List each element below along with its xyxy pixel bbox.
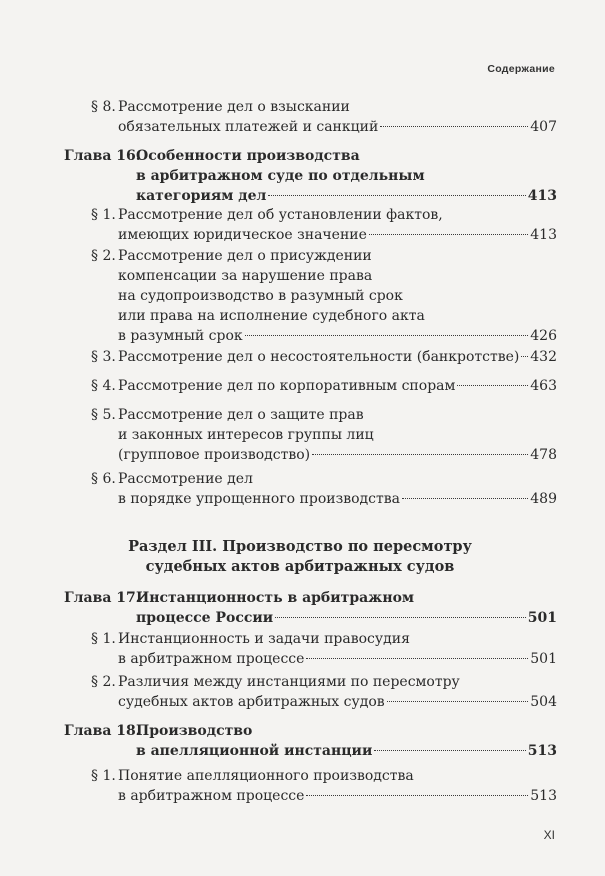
chapter-title-line: процессе России: [136, 610, 274, 626]
page-number: 413: [527, 188, 557, 204]
toc-ch16-section-6[interactable]: [91, 469, 557, 509]
dot-leader: [275, 617, 526, 618]
dot-leader: [387, 701, 529, 702]
page-number: 513: [527, 743, 557, 759]
chapter-title-line: в арбитражном суде по отдельным: [136, 168, 425, 184]
dot-leader: [369, 234, 528, 235]
section-number: § 6.: [91, 471, 116, 487]
section-title-line: Рассмотрение дел о защите прав: [118, 407, 364, 423]
toc-ch16-section-3[interactable]: [91, 347, 557, 367]
section-title-line: (групповое производство): [118, 447, 311, 463]
section-title-line: Рассмотрение дел о присуждении: [118, 248, 372, 264]
page-folio: XI: [543, 828, 555, 842]
chapter-title-line: в апелляционной инстанции: [136, 743, 373, 759]
chapter-number: Глава 17.: [64, 590, 141, 606]
dot-leader: [457, 385, 528, 386]
section-title-line: Рассмотрение дел об установлении фактов,: [118, 207, 443, 223]
section-number: § 1.: [91, 631, 116, 647]
page-number: 504: [530, 694, 557, 710]
chapter-title-line: категориям дел: [136, 188, 267, 204]
dot-leader: [312, 454, 528, 455]
toc-ch17-section-2[interactable]: [91, 672, 557, 712]
section-title-line: Рассмотрение дел о взыскании: [118, 99, 350, 115]
toc-ch17-section-1[interactable]: [91, 629, 557, 669]
toc-ch16-section-2[interactable]: [91, 246, 557, 346]
toc-chapter-16[interactable]: [64, 146, 557, 206]
section-title-line: Рассмотрение дел по корпоративным спорам: [118, 378, 456, 394]
dot-leader: [402, 498, 528, 499]
part-heading-line: Раздел III. Производство по пересмотру: [128, 538, 472, 555]
dot-leader: [380, 126, 528, 127]
part-heading[interactable]: [120, 537, 480, 577]
running-head: Содержание: [487, 63, 555, 75]
chapter-number: Глава 18.: [64, 723, 141, 739]
page-number: 478: [530, 447, 557, 463]
section-number: § 1.: [91, 768, 116, 784]
section-title-line: на судопроизводство в разумный срок: [118, 288, 403, 304]
section-number: § 3.: [91, 349, 116, 365]
section-title-line: или права на исполнение судебного акта: [118, 308, 425, 324]
section-number: § 5.: [91, 407, 116, 423]
page-number: 513: [530, 788, 557, 804]
section-title-line: судебных актов арбитражных судов: [118, 694, 385, 710]
section-title-line: Различия между инстанциями по пересмотру: [118, 674, 460, 690]
dot-leader: [268, 195, 525, 196]
dot-leader: [306, 658, 528, 659]
toc-ch16-section-5[interactable]: [91, 405, 557, 465]
dot-leader: [521, 356, 528, 357]
section-title-line: и законных интересов группы лиц: [118, 427, 374, 443]
toc-chapter-18[interactable]: [64, 721, 557, 761]
section-title-line: Понятие апелляционного производства: [118, 768, 414, 784]
part-heading-line: судебных актов арбитражных судов: [145, 558, 455, 575]
page-number: 463: [530, 378, 557, 394]
section-title-line: в разумный срок: [118, 328, 243, 344]
page-number: 432: [530, 349, 557, 365]
chapter-title-line: Особенности производства: [136, 148, 360, 164]
dot-leader: [374, 750, 525, 751]
page-number: 489: [530, 491, 557, 507]
section-title-line: Рассмотрение дел: [118, 471, 253, 487]
dot-leader: [306, 795, 528, 796]
section-title-line: обязательных платежей и санкций: [118, 119, 379, 135]
toc-ch16-section-1[interactable]: [91, 205, 557, 245]
page-number: 501: [530, 651, 557, 667]
chapter-title-line: Инстанционность в арбитражном: [136, 590, 415, 606]
toc-chapter-17[interactable]: [64, 588, 557, 628]
toc-ch18-section-1[interactable]: [91, 766, 557, 806]
section-title-line: в арбитражном процессе: [118, 788, 305, 804]
section-title-line: в порядке упрощенного производства: [118, 491, 400, 507]
section-number: § 1.: [91, 207, 116, 223]
page-number: 501: [527, 610, 557, 626]
section-number: § 2.: [91, 248, 116, 264]
dot-leader: [245, 335, 529, 336]
page-number: 413: [530, 227, 557, 243]
section-number: § 4.: [91, 378, 116, 394]
section-title-line: Рассмотрение дел о несостоятельности (банкротстве): [118, 349, 520, 365]
section-number: § 8.: [91, 99, 116, 115]
section-number: § 2.: [91, 674, 116, 690]
chapter-title-line: Производство: [136, 723, 253, 739]
section-title-line: компенсации за нарушение права: [118, 268, 373, 284]
section-title-line: Инстанционность и задачи правосудия: [118, 631, 410, 647]
toc-ch16-section-4[interactable]: [91, 376, 557, 396]
toc-section-8[interactable]: [91, 97, 557, 137]
section-title-line: имеющих юридическое значение: [118, 227, 367, 243]
chapter-number: Глава 16.: [64, 148, 141, 164]
page-number: 407: [530, 119, 557, 135]
page-number: 426: [530, 328, 557, 344]
section-title-line: в арбитражном процессе: [118, 651, 305, 667]
